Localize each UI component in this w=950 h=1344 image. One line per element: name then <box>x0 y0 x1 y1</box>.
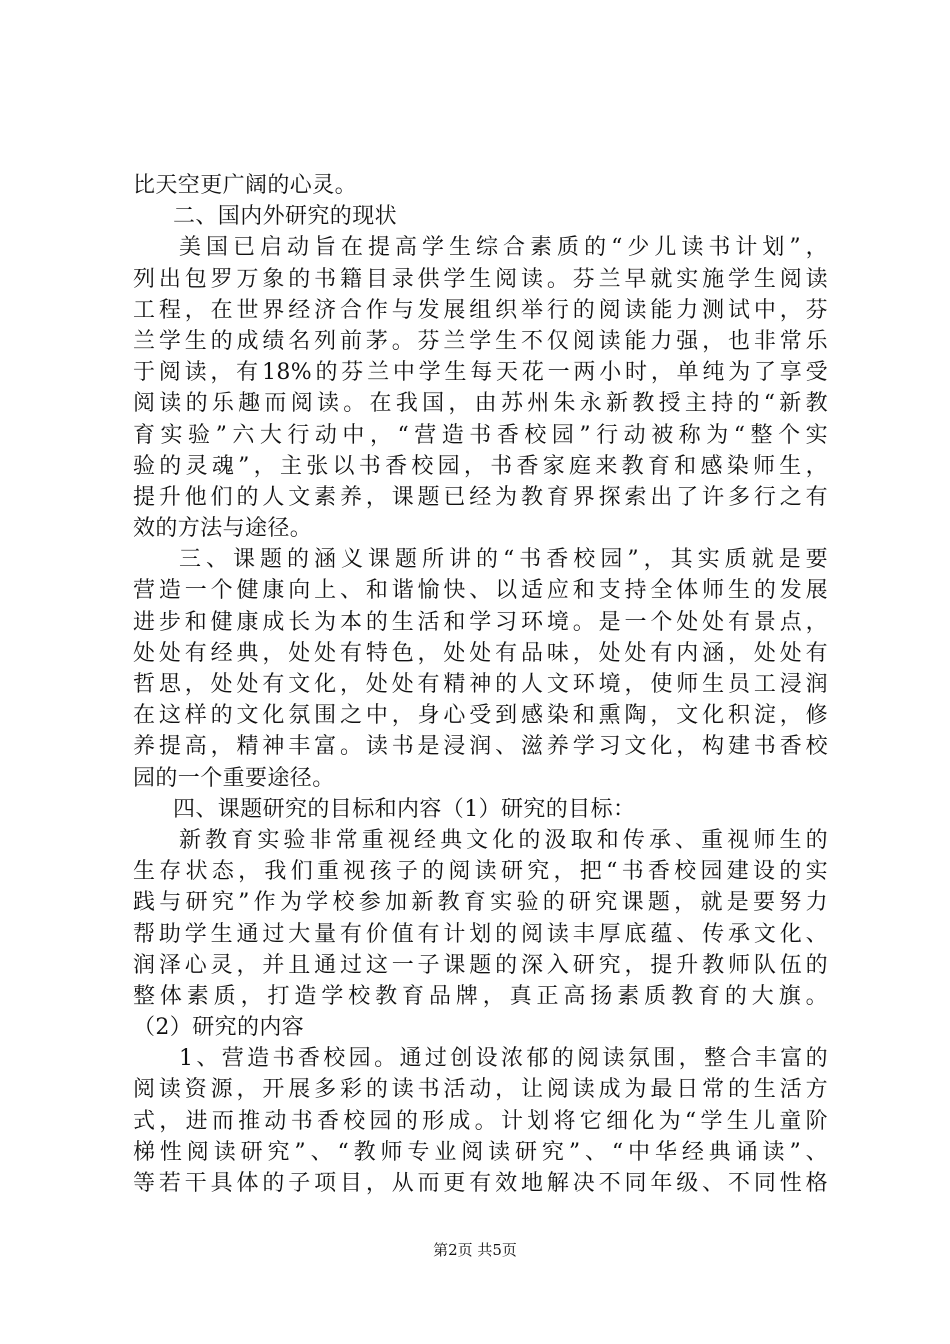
text-line: 育实验”六大行动中，“营造书香校园”行动被称为“整个实 <box>133 422 828 448</box>
text-line: （2）研究的内容 <box>133 1015 305 1041</box>
text-line: 帮助学生通过大量有价值有计划的阅读丰厚底蕴、传承文化、 <box>133 921 828 947</box>
text-line: 验的灵魂”，主张以书香校园，书香家庭来教育和感染师生， <box>133 453 828 479</box>
document-body <box>133 170 828 1199</box>
text-line: 营造一个健康向上、和谐愉快、以适应和支持全体师生的发展 <box>133 578 828 604</box>
text-line: 润泽心灵，并且通过这一子课题的深入研究，提升教师队伍的 <box>133 952 828 978</box>
text-line: 梯性阅读研究”、“教师专业阅读研究”、“中华经典诵读”、 <box>133 1139 828 1165</box>
text-line: 兰学生的成绩名列前茅。芬兰学生不仅阅读能力强，也非常乐 <box>133 328 828 354</box>
text-line: 等若干具体的子项目，从而更有效地解决不同年级、不同性格 <box>133 1171 828 1196</box>
text-line: 园的一个重要途径。 <box>133 765 335 791</box>
text-line: 生存状态，我们重视孩子的阅读研究，把“书香校园建设的实 <box>133 859 828 885</box>
text-line: 效的方法与途径。 <box>133 516 313 542</box>
text-line: 阅读的乐趣而阅读。在我国，由苏州朱永新教授主持的“新教 <box>133 391 828 417</box>
text-line: 式，进而推动书香校园的形成。计划将它细化为“学生儿童阶 <box>133 1108 828 1134</box>
text-line: 四、课题研究的目标和内容（1）研究的目标： <box>173 796 636 822</box>
text-line: 提升他们的人文素养，课题已经为教育界探索出了许多行之有 <box>133 484 828 510</box>
text-line: 新教育实验非常重视经典文化的汲取和传承、重视师生的 <box>179 827 828 853</box>
page-footer: 第2页 共5页 <box>433 1241 517 1259</box>
text-line: 1、营造书香校园。通过创设浓郁的阅读氛围，整合丰富的 <box>179 1046 828 1072</box>
text-line: 比天空更广阔的心灵。 <box>133 173 358 198</box>
text-line: 列出包罗万象的书籍目录供学生阅读。芬兰早就实施学生阅读 <box>133 266 828 292</box>
text-line: 三、课题的涵义课题所讲的“书香校园”，其实质就是要 <box>179 547 828 573</box>
text-line: 工程，在世界经济合作与发展组织举行的阅读能力测试中，芬 <box>133 297 828 323</box>
text-line: 于阅读，有18%的芬兰中学生每天花一两小时，单纯为了享受 <box>133 360 828 386</box>
text-line: 整体素质，打造学校教育品牌，真正高扬素质教育的大旗。 <box>133 983 828 1009</box>
text-line: 在这样的文化氛围之中，身心受到感染和熏陶，文化积淀，修 <box>133 703 828 729</box>
text-line: 美国已启动旨在提高学生综合素质的“少儿读书计划”， <box>179 235 828 261</box>
text-line: 进步和健康成长为本的生活和学习环境。是一个处处有景点， <box>133 609 828 635</box>
text-line: 养提高，精神丰富。读书是浸润、滋养学习文化，构建书香校 <box>133 734 828 760</box>
text-line: 践与研究”作为学校参加新教育实验的研究课题，就是要努力 <box>133 890 828 916</box>
text-line: 二、国内外研究的现状 <box>173 204 398 230</box>
text-line: 处处有经典，处处有特色，处处有品味，处处有内涵，处处有 <box>133 640 828 666</box>
text-line: 哲思，处处有文化，处处有精神的人文环境，使师生员工浸润 <box>133 672 828 697</box>
text-line: 阅读资源，开展多彩的读书活动，让阅读成为最日常的生活方 <box>133 1077 828 1103</box>
